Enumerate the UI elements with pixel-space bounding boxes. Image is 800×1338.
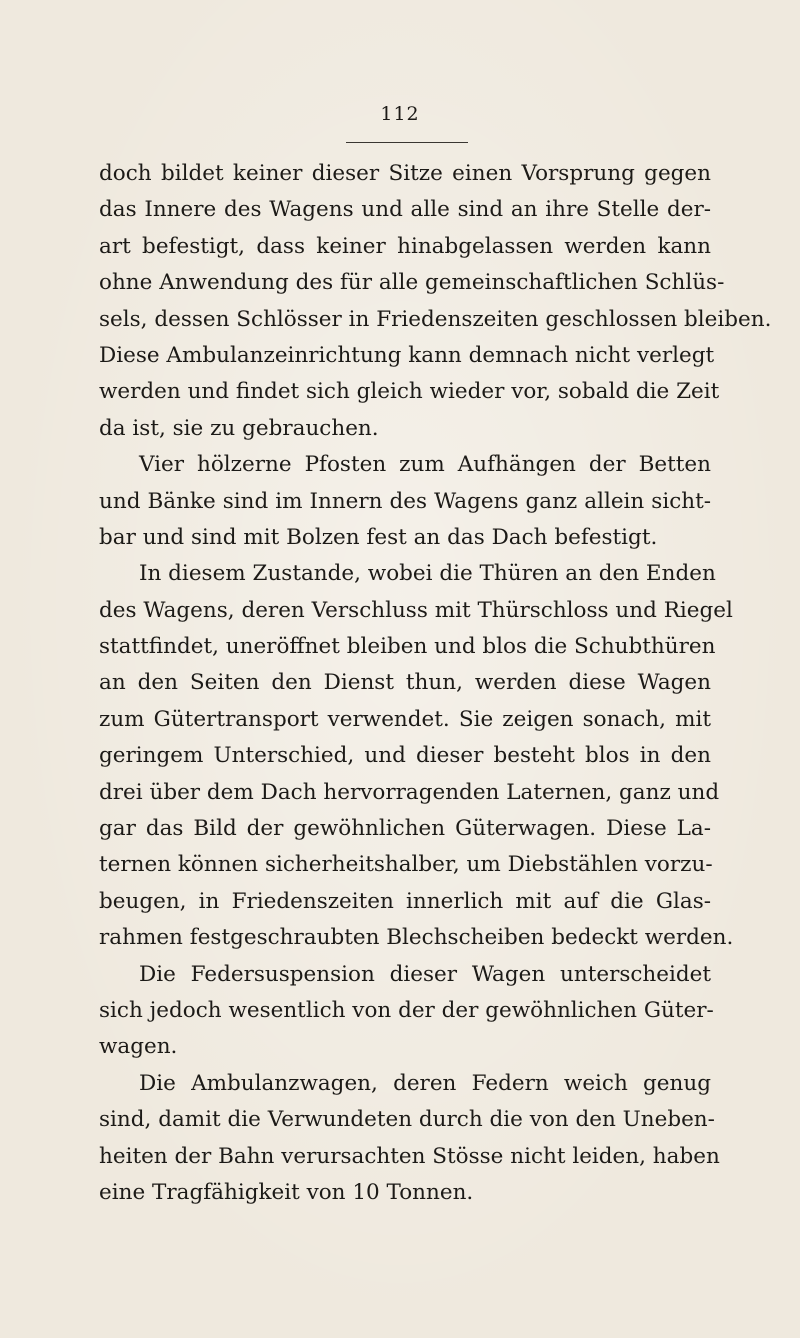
text-line: geringem Unterschied, und dieser besteht blos in den (99, 743, 711, 769)
text-line: eine Tragfähigkeit von 10 Tonnen. (99, 1179, 474, 1205)
text-line: des Wagens, deren Verschluss mit Thürschloss und Riegel (99, 597, 733, 623)
text-line: heiten der Bahn verursachten Stösse nicht leiden, haben (99, 1143, 720, 1169)
text-line: ohne Anwendung des für alle gemeinschaftlichen Schlüs- (99, 270, 725, 296)
text-line: bar und sind mit Bolzen fest an das Dach befestigt. (99, 524, 658, 550)
text-line: sich jedoch wesentlich von der der gewöhnlichen Güter- (99, 997, 714, 1023)
text-line: an den Seiten den Dienst thun, werden diese Wagen (99, 670, 711, 696)
text-line: werden und findet sich gleich wieder vor, sobald die Zeit (99, 379, 720, 405)
text-line: art befestigt, dass keiner hinabgelassen werden kann (99, 233, 711, 259)
text-line: drei über dem Dach hervorragenden Laternen, ganz und (99, 779, 720, 805)
text-line: sind, damit die Verwundeten durch die von den Uneben- (99, 1107, 715, 1133)
text-line: Die Ambulanzwagen, deren Federn weich genug (139, 1070, 711, 1096)
text-line: das Innere des Wagens und alle sind an ihre Stelle der- (99, 197, 711, 223)
text-line: und Bänke sind im Innern des Wagens ganz allein sicht- (99, 488, 711, 514)
text-line: Diese Ambulanzeinrichtung kann demnach nicht verlegt (99, 342, 715, 368)
body-text (99, 156, 772, 1211)
text-line: gar das Bild der gewöhnlichen Güterwagen. Diese La- (99, 816, 711, 842)
text-line: Vier hölzerne Pfosten zum Aufhängen der Betten (139, 452, 711, 478)
text-line: Die Federsuspension dieser Wagen unterscheidet (139, 961, 711, 987)
text-line: zum Gütertransport verwendet. Sie zeigen sonach, mit (99, 706, 711, 732)
text-line: beugen, in Friedenszeiten innerlich mit auf die Glas- (99, 888, 711, 914)
page-number: 112 (380, 103, 420, 125)
header-rule (346, 142, 468, 143)
text-line: sels, dessen Schlösser in Friedenszeiten geschlossen bleiben. (99, 306, 772, 332)
text-line: wagen. (99, 1034, 178, 1060)
text-line: doch bildet keiner dieser Sitze einen Vorsprung gegen (99, 161, 711, 186)
text-line: ternen können sicherheitshalber, um Diebstählen vorzu- (99, 852, 713, 878)
text-line: da ist, sie zu gebrauchen. (99, 415, 379, 441)
text-line: stattfindet, uneröffnet bleiben und blos die Schubthüren (99, 634, 716, 660)
text-line: In diesem Zustande, wobei die Thüren an den Enden (139, 561, 716, 587)
text-line: rahmen festgeschraubten Blechscheiben bedeckt werden. (99, 925, 734, 951)
